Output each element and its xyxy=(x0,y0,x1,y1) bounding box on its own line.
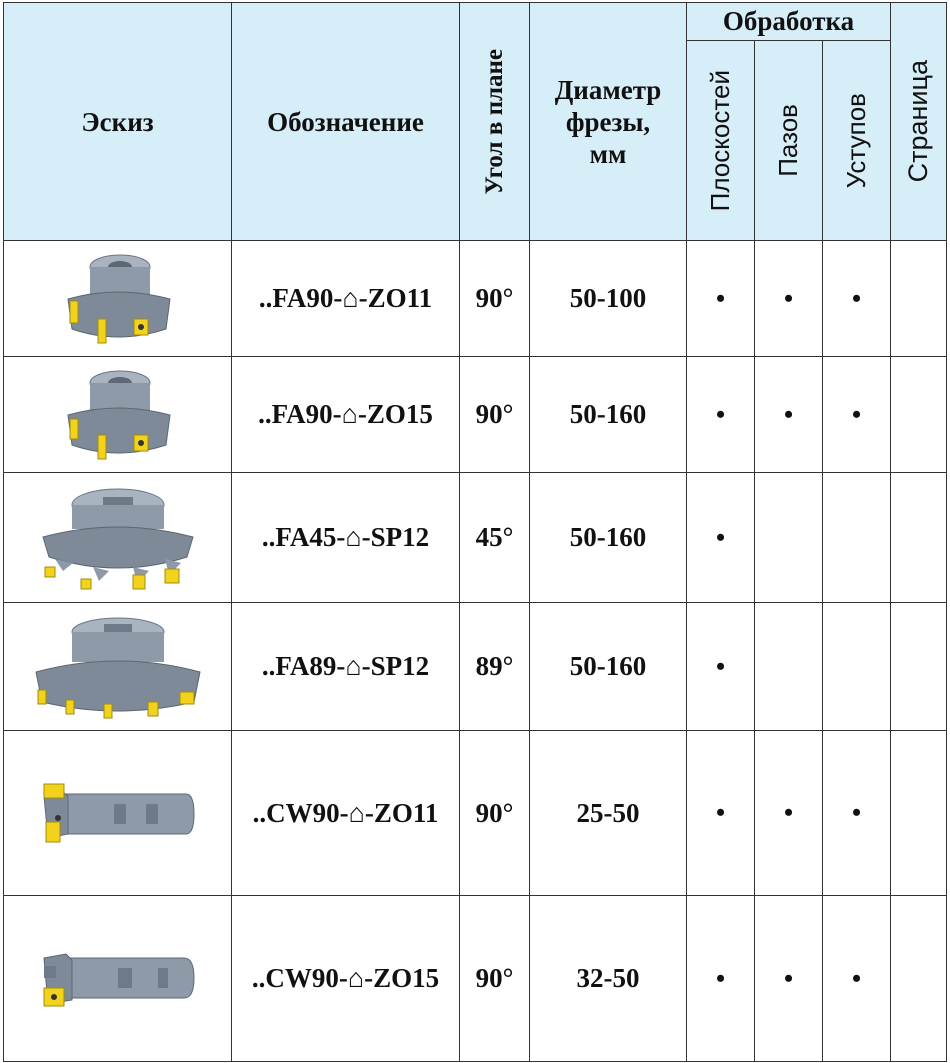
planes-cell: • xyxy=(687,896,755,1062)
table-row xyxy=(4,473,947,603)
end-mill-icon xyxy=(38,944,198,1014)
angle-cell: 89° xyxy=(460,603,530,731)
face-mill-89-icon xyxy=(28,612,208,722)
slots-cell: • xyxy=(755,241,823,357)
table-row xyxy=(4,896,947,1062)
header-slots: Пазов xyxy=(755,41,823,241)
designation-cell: ..FA45-⌂-SP12 xyxy=(232,473,460,603)
table-row xyxy=(4,731,947,896)
page-cell xyxy=(891,357,947,473)
diameter-cell: 50-160 xyxy=(530,473,687,603)
page-cell xyxy=(891,473,947,603)
shoulders-cell: • xyxy=(823,241,891,357)
designation-cell: ..FA90-⌂-ZO11 xyxy=(232,241,460,357)
planes-cell: • xyxy=(687,731,755,896)
planes-cell: • xyxy=(687,241,755,357)
header-shoulders: Уступов xyxy=(823,41,891,241)
header-processing: Обработка xyxy=(687,3,891,41)
slots-cell xyxy=(755,603,823,731)
page-cell xyxy=(891,731,947,896)
face-mill-90-icon xyxy=(48,249,188,349)
angle-cell: 90° xyxy=(460,896,530,1062)
planes-cell: • xyxy=(687,357,755,473)
page-cell xyxy=(891,241,947,357)
sketch-cell xyxy=(4,603,232,731)
shoulders-cell xyxy=(823,473,891,603)
diameter-cell: 32-50 xyxy=(530,896,687,1062)
angle-cell: 90° xyxy=(460,241,530,357)
designation-cell: ..CW90-⌂-ZO15 xyxy=(232,896,460,1062)
shoulders-cell: • xyxy=(823,731,891,896)
table-row xyxy=(4,241,947,357)
angle-cell: 45° xyxy=(460,473,530,603)
angle-cell: 90° xyxy=(460,731,530,896)
sketch-cell xyxy=(4,896,232,1062)
sketch-cell xyxy=(4,731,232,896)
header-planes: Плоскостей xyxy=(687,41,755,241)
slots-cell: • xyxy=(755,357,823,473)
shoulders-cell: • xyxy=(823,896,891,1062)
page-cell xyxy=(891,603,947,731)
header-page: Страница xyxy=(891,3,947,241)
designation-cell: ..FA90-⌂-ZO15 xyxy=(232,357,460,473)
slots-cell: • xyxy=(755,896,823,1062)
diameter-cell: 25-50 xyxy=(530,731,687,896)
shoulders-cell xyxy=(823,603,891,731)
header-angle: Угол в плане xyxy=(460,3,530,241)
header-diameter: Диаметр фрезы, мм xyxy=(530,3,687,241)
diameter-cell: 50-160 xyxy=(530,357,687,473)
header-designation: Обозначение xyxy=(232,3,460,241)
angle-cell: 90° xyxy=(460,357,530,473)
table-row xyxy=(4,603,947,731)
table-row xyxy=(4,357,947,473)
header-sketch: Эскиз xyxy=(4,3,232,241)
diameter-cell: 50-100 xyxy=(530,241,687,357)
planes-cell: • xyxy=(687,603,755,731)
end-mill-icon xyxy=(38,778,198,848)
shoulders-cell: • xyxy=(823,357,891,473)
face-mill-45-icon xyxy=(33,483,203,593)
planes-cell: • xyxy=(687,473,755,603)
page-cell xyxy=(891,896,947,1062)
diameter-cell: 50-160 xyxy=(530,603,687,731)
face-mill-90-icon xyxy=(48,365,188,465)
sketch-cell xyxy=(4,473,232,603)
sketch-cell xyxy=(4,241,232,357)
designation-cell: ..FA89-⌂-SP12 xyxy=(232,603,460,731)
slots-cell: • xyxy=(755,731,823,896)
tool-spec-table xyxy=(3,2,947,1062)
slots-cell xyxy=(755,473,823,603)
designation-cell: ..CW90-⌂-ZO11 xyxy=(232,731,460,896)
sketch-cell xyxy=(4,357,232,473)
